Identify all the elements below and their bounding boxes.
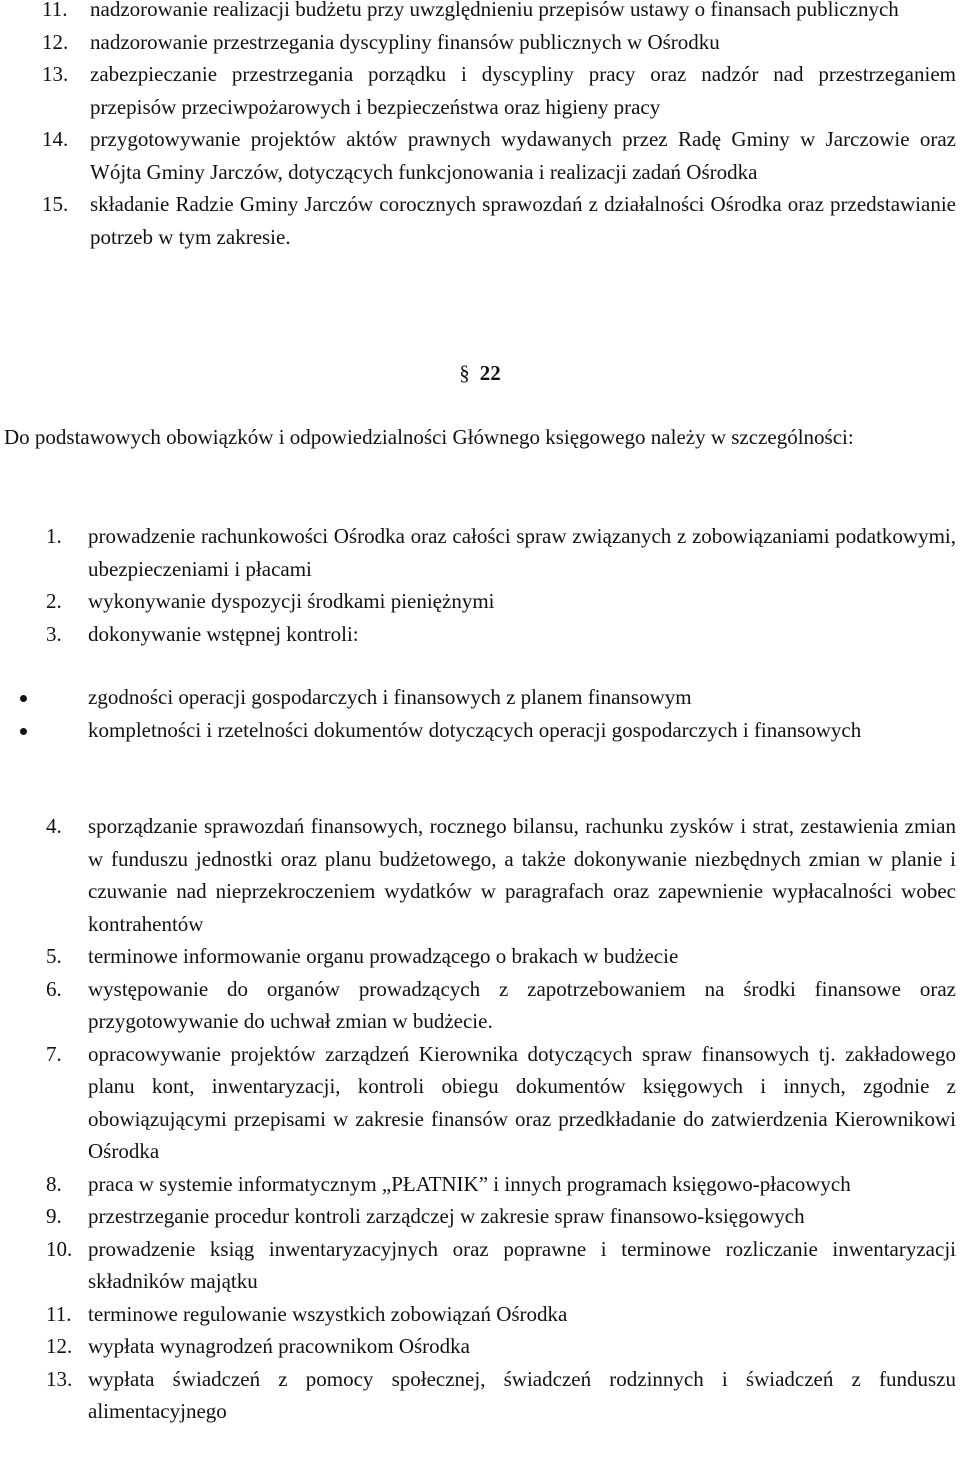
list-item	[42, 58, 956, 123]
item-text: terminowe informowanie organu prowadzącego o brakach w budżecie	[88, 944, 679, 968]
list-item	[46, 1298, 956, 1331]
item-text: prowadzenie rachunkowości Ośrodka oraz całości spraw związanych z zobowiązaniami podatkowymi, ubezpieczeniami i płacami	[88, 524, 956, 581]
item-number: 7.	[46, 1041, 62, 1066]
item-text: wypłata wynagrodzeń pracownikom Ośrodka	[88, 1334, 470, 1358]
item-text: prowadzenie ksiąg inwentaryzacyjnych oraz poprawne i terminowe rozliczanie inwentaryzacji składników majątku	[88, 1236, 956, 1293]
item-number: 11.	[46, 1301, 72, 1326]
list-item	[46, 520, 956, 585]
accountant-duties-list	[46, 520, 956, 650]
accountant-duties-list-continued	[46, 810, 956, 1428]
item-number: 6.	[46, 976, 62, 1001]
control-bullets	[20, 681, 956, 746]
bullet-dot-icon	[20, 728, 27, 735]
item-number: 13.	[42, 62, 69, 86]
section-intro: Do podstawowych obowiązków i odpowiedzialności Głównego księgowego należy w szczególności:	[4, 425, 854, 449]
item-text: sporządzanie sprawozdań finansowych, rocznego bilansu, rachunku zysków i strat, zestawienia zmian w funduszu jednostki oraz planu budżetowego, a także dokonywanie niezbędnych zmian w planie i czuwanie nad nieprzekroczeniem wydatków w paragrafach oraz zapewnienie wypłacalności wobec kontrahentów	[88, 814, 956, 936]
item-number: 1.	[46, 524, 62, 548]
item-number: 13.	[46, 1366, 73, 1391]
item-text: wypłata świadczeń z pomocy społecznej, świadczeń rodzinnych i świadczeń z funduszu alimentacyjnego	[88, 1366, 956, 1423]
item-text: przestrzeganie procedur kontroli zarządczej w zakresie spraw finansowo-księgowych	[88, 1204, 805, 1228]
list-item	[46, 585, 956, 618]
item-number: 2.	[46, 589, 62, 613]
list-item	[46, 618, 956, 651]
bullet-dot-icon	[20, 695, 27, 702]
item-number: 3.	[46, 621, 62, 646]
item-text: nadzorowanie przestrzegania dyscypliny finansów publicznych w Ośrodku	[90, 29, 720, 54]
list-item	[46, 1168, 956, 1201]
list-item	[42, 188, 956, 253]
item-number: 12.	[42, 29, 69, 54]
list-item	[46, 810, 956, 940]
item-text: przygotowywanie projektów aktów prawnych wydawanych przez Radę Gminy w Jarczowie oraz Wójta Gminy Jarczów, dotyczących funkcjonowania i realizacji zadań Ośrodka	[90, 127, 956, 184]
list-item	[46, 1200, 956, 1233]
list-item	[46, 1038, 956, 1168]
item-number: 11.	[42, 0, 68, 21]
item-text: praca w systemie informatycznym „PŁATNIK” i innych programach księgowo-płacowych	[88, 1171, 851, 1196]
item-text: składanie Radzie Gminy Jarczów corocznych sprawozdań z działalności Ośrodka oraz przedstawianie potrzeb w tym zakresie.	[90, 192, 956, 249]
item-text: nadzorowanie realizacji budżetu przy uwzględnieniu przepisów ustawy o finansach publicznych	[90, 0, 899, 21]
list-item	[46, 940, 956, 973]
item-text: występowanie do organów prowadzących z zapotrzebowaniem na środki finansowe oraz przygotowywanie do uchwał zmian w budżecie.	[88, 976, 956, 1033]
item-text: dokonywanie wstępnej kontroli:	[88, 621, 359, 646]
section-number: 22	[479, 361, 501, 385]
item-text: opracowywanie projektów zarządzeń Kierownika dotyczących spraw finansowych tj. zakładowego planu kont, inwentaryzacji, kontroli obiegu dokumentów księgowych i innych, zgodnie z obowiązującymi przepisami w zakresie finansów oraz przedkładanie do zatwierdzenia Kierownikowi Ośrodka	[88, 1041, 956, 1163]
item-number: 10.	[46, 1236, 73, 1261]
item-text: terminowe regulowanie wszystkich zobowiązań Ośrodka	[88, 1301, 568, 1326]
item-number: 8.	[46, 1171, 62, 1196]
list-item	[42, 123, 956, 188]
list-item	[42, 0, 956, 26]
bullet-item	[20, 681, 956, 714]
list-item	[46, 973, 956, 1038]
list-item	[46, 1330, 956, 1363]
item-number: 15.	[42, 192, 69, 216]
duties-list-continued	[42, 0, 956, 253]
bullet-text: zgodności operacji gospodarczych i finansowych z planem finansowym	[88, 685, 692, 709]
bullet-text: kompletności i rzetelności dokumentów dotyczących operacji gospodarczych i finansowych	[88, 717, 862, 742]
section-heading	[0, 357, 960, 390]
item-number: 4.	[46, 814, 62, 838]
item-number: 14.	[42, 127, 69, 151]
item-number: 12.	[46, 1334, 73, 1358]
list-item	[42, 26, 956, 59]
list-item	[46, 1233, 956, 1298]
item-text: zabezpieczanie przestrzegania porządku i dyscypliny pracy oraz nadzór nad przestrzeganiem przepisów przeciwpożarowych i bezpieczeństwa oraz higieny pracy	[90, 62, 956, 119]
item-number: 5.	[46, 944, 62, 968]
item-text: wykonywanie dyspozycji środkami pieniężnymi	[88, 589, 495, 613]
section-symbol: §	[459, 361, 470, 385]
list-item	[46, 1363, 956, 1428]
item-number: 9.	[46, 1204, 62, 1228]
bullet-item	[20, 714, 956, 747]
